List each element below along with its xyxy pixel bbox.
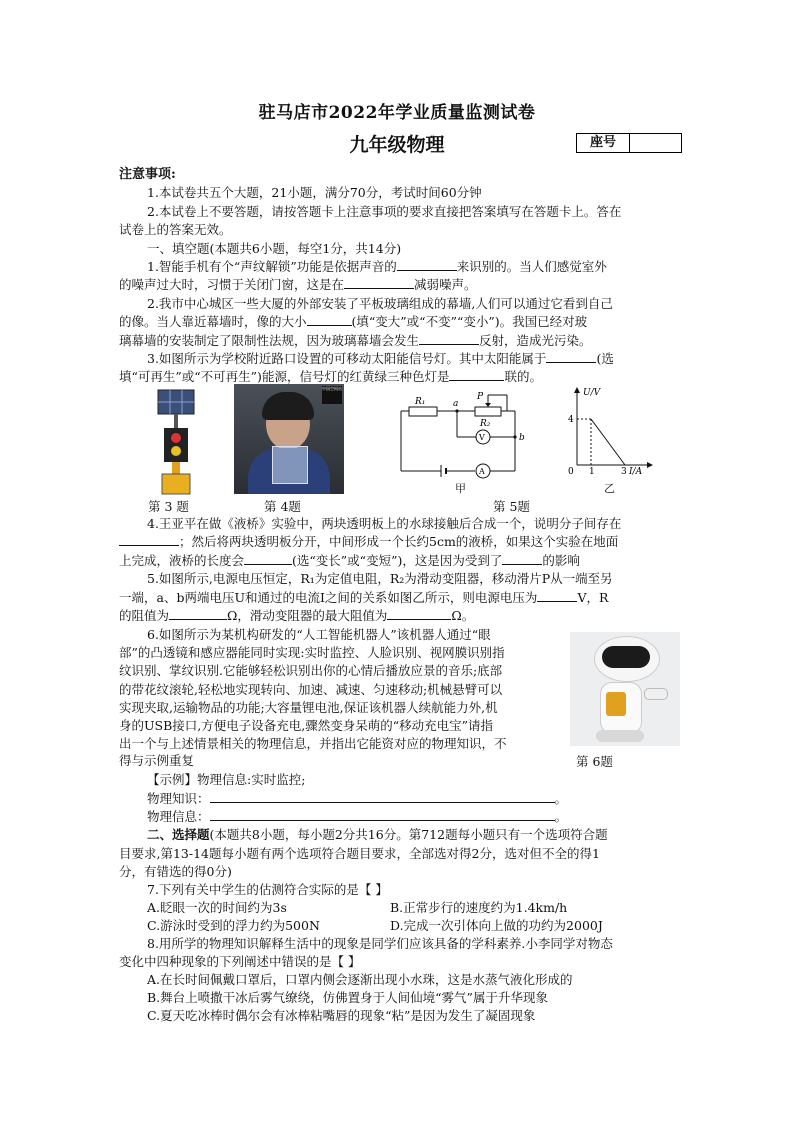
exam-title: 驻马店市2022年学业质量监测试卷 (258, 103, 536, 123)
figure5-caption: 第 5题 (493, 499, 530, 514)
origin-label: 0 (568, 467, 574, 477)
q7-option-c[interactable]: C.游泳时受到的浮力约为500N (147, 918, 320, 933)
section2-rule-line2: 目要求,第13-14题每小题有两个选项符合题目要求，全部选对得2分，选对但不全的得1 (119, 846, 600, 861)
q8-stem-line2: 变化中四种现象的下列阐述中错误的是【 】 (119, 954, 361, 969)
figure5-u-i-graph (563, 385, 653, 477)
q1-line1: 1.智能手机有个“声纹解锁”功能是依据声音的 来识别的。当人们感觉室外 (147, 259, 607, 274)
q6-example: 【示例】物理信息:实时监控; (147, 772, 306, 787)
figure5-label-yi: 乙 (604, 482, 615, 495)
q2-line1: 2.我市中心城区一些大厦的外部安装了平板玻璃组成的幕墙,人们可以通过它看到自己 (147, 296, 613, 311)
q6-line1: 6.如图所示为某机构研发的“人工智能机器人”该机器人通过“眼 (147, 627, 491, 642)
q4-line1: 4.王亚平在做《液桥》实验中，两块透明板上的水球接触后合成一个，说明分子间存在 (147, 516, 622, 531)
q5-blank2[interactable] (169, 607, 227, 620)
figure6-robot-image (570, 632, 680, 746)
q3-line1: 3.如图所示为学校附近路口设置的可移动太阳能信号灯。其中太阳能属于 (选 (147, 351, 614, 366)
astronaut-hair (262, 392, 314, 420)
q6-info-blank[interactable] (210, 808, 555, 821)
q6-line2: 部”的凸透镜和感应器能同时实现:实时监控、人脸识别、视网膜识别指 (119, 645, 505, 660)
figure4-caption: 第 4题 (264, 499, 301, 514)
figure5-label-jia: 甲 (455, 482, 466, 495)
q6-knowledge-row: 物理知识： 。 (147, 791, 568, 806)
q7-option-b[interactable]: B.正常步行的速度约为1.4km/h (390, 900, 568, 915)
label-r2: R₂ (480, 419, 491, 429)
q7-stem: 7.下列有关中学生的估测符合实际的是【 】 (147, 882, 388, 897)
q6-line6: 身的USB接口,方便电子设备充电,骤然变身呆萌的“移动充电宝”请指 (119, 718, 494, 733)
robot-base (596, 730, 644, 742)
label-r1: R₁ (415, 397, 426, 407)
q3-blank1[interactable] (546, 350, 596, 363)
q1-line2: 的噪声过大时，习惯于关闭门窗，这是在 减弱噪声。 (119, 277, 477, 292)
section2-rule-line3: 分，有错选的得0分) (119, 864, 232, 879)
q3-line2: 填“可再生”或“不可再生”)能源，信号灯的红黄绿三种色灯是 联的。 (119, 369, 542, 384)
section1-heading: 一、填空题(本题共6小题，每空1分，共14分) (147, 241, 402, 256)
notice-item-1: 1.本试卷共五个大题，21小题，满分70分，考试时间60分钟 (147, 185, 482, 200)
q3-blank2[interactable] (449, 368, 504, 381)
q6-line8: 得与示例重复 (119, 753, 195, 768)
figure5-circuit-diagram (395, 385, 530, 485)
q2-line2: 的像。当人靠近幕墙时，像的大小 (填“变大”或“不变”“变小”)。我国已经对玻 (119, 314, 588, 329)
q6-line3: 纹识别、掌纹识别.它能够轻松识别出你的心情后播放应景的音乐;底部 (119, 663, 503, 678)
seat-number-box (576, 133, 682, 153)
q1-blank1[interactable] (397, 258, 457, 271)
y-tick-4: 4 (568, 415, 574, 425)
q7-option-d[interactable]: D.完成一次引体向上做的功约为2000J (390, 918, 603, 933)
q7-option-a[interactable]: A.眨眼一次的时间约为3s (147, 900, 287, 915)
ammeter-symbol: A (479, 467, 485, 476)
q6-line4: 的带花纹滚轮,轻松地实现转向、加速、减速、匀速移动;机械悬臂可以 (119, 682, 503, 697)
figure3-caption: 第 3 题 (148, 499, 189, 514)
seat-label: 座号 (577, 134, 630, 152)
liquid-bridge-plates (272, 446, 308, 484)
q2-blank1[interactable] (307, 313, 352, 326)
exam-subtitle: 九年级物理 (349, 134, 445, 156)
q5-line2: 一端，a、b两端电压U和通过的电流I之间的关系如图乙所示，则电源电压为 V，R (119, 590, 609, 605)
figure4-space-photo (234, 384, 344, 494)
robot-screen (606, 692, 626, 716)
q2-line3: 璃幕墙的安装制定了限制性法规，因为玻璃幕墙会发生 反射，造成光污染。 (119, 333, 592, 348)
q6-knowledge-blank[interactable] (210, 790, 555, 803)
q5-blank1[interactable] (537, 589, 577, 602)
robot-arm (644, 688, 668, 700)
x-tick-3: 3 (621, 467, 627, 477)
x-axis-label: I/A (629, 467, 643, 477)
q4-blank2[interactable] (244, 552, 292, 565)
q8-option-b[interactable]: B.舞台上喷撒干冰后雾气缭绕，仿佛置身于人间仙境“雾气”属于升华现象 (147, 990, 548, 1005)
label-p: P (477, 392, 484, 402)
station-badge: 中国空间站 (322, 386, 342, 404)
notice-item-2a: 2.本试卷上不要答题，请按答题卡上注意事项的要求直接把答案填写在答题卡上。答在 (147, 204, 622, 219)
notice-item-2b: 试卷上的答案无效。 (119, 222, 232, 237)
label-a: a (453, 399, 459, 409)
seat-number-field[interactable] (630, 134, 681, 152)
figure6-caption: 第 6题 (576, 754, 613, 769)
q5-blank3[interactable] (387, 607, 451, 620)
q5-line3: 的阻值为 Ω，滑动变阻器的最大阻值为 Ω。 (119, 608, 475, 623)
voltmeter-symbol: V (479, 433, 485, 442)
y-axis-label: U/V (583, 388, 601, 398)
q8-option-a[interactable]: A.在长时间佩戴口罩后，口罩内侧会逐渐出现小水珠，这是水蒸气液化形成的 (147, 972, 573, 987)
q2-blank2[interactable] (419, 332, 479, 345)
notice-heading: 注意事项: (119, 167, 176, 182)
q4-blank1[interactable] (119, 533, 179, 546)
q5-line1: 5.如图所示,电源电压恒定，R₁为定值电阻，R₂为滑动变阻器，移动滑片P从一端至另 (147, 571, 613, 586)
label-b: b (519, 433, 525, 443)
q4-line3: 上完成，液桥的长度会 (选“变长”或“变短”)，这是因为受到了 的影响 (119, 553, 580, 568)
q1-blank2[interactable] (344, 276, 414, 289)
robot-visor (602, 646, 650, 668)
q6-line7: 出一个与上述情景相关的物理信息，并指出它能资对应的物理知识，不 (119, 736, 507, 751)
figure3-solar-signal-light (152, 388, 200, 498)
q6-info-row: 物理信息： 。 (147, 809, 568, 824)
q8-option-c[interactable]: C.夏天吃冰棒时偶尔会有冰棒粘嘴唇的现象“粘”是因为发生了凝固现象 (147, 1008, 536, 1023)
q4-line2: ；然后将两块透明板分开，中间形成一个长约5cm的液桥，如果这个实验在地面 (119, 533, 618, 550)
q8-stem-line1: 8.用所学的物理知识解释生活中的现象是同学们应该具备的学科素养.小李同学对物态 (147, 936, 613, 951)
section2-heading: 二、选择题(本题共8小题，每小题2分共16分。第712题每小题只有一个选项符合题 (147, 827, 608, 842)
q4-blank3[interactable] (502, 552, 542, 565)
q6-line5: 实现夹取,运输物品的功能;大容量锂电池,保证该机器人续航能力外,机 (119, 700, 498, 715)
x-tick-1: 1 (589, 467, 595, 477)
